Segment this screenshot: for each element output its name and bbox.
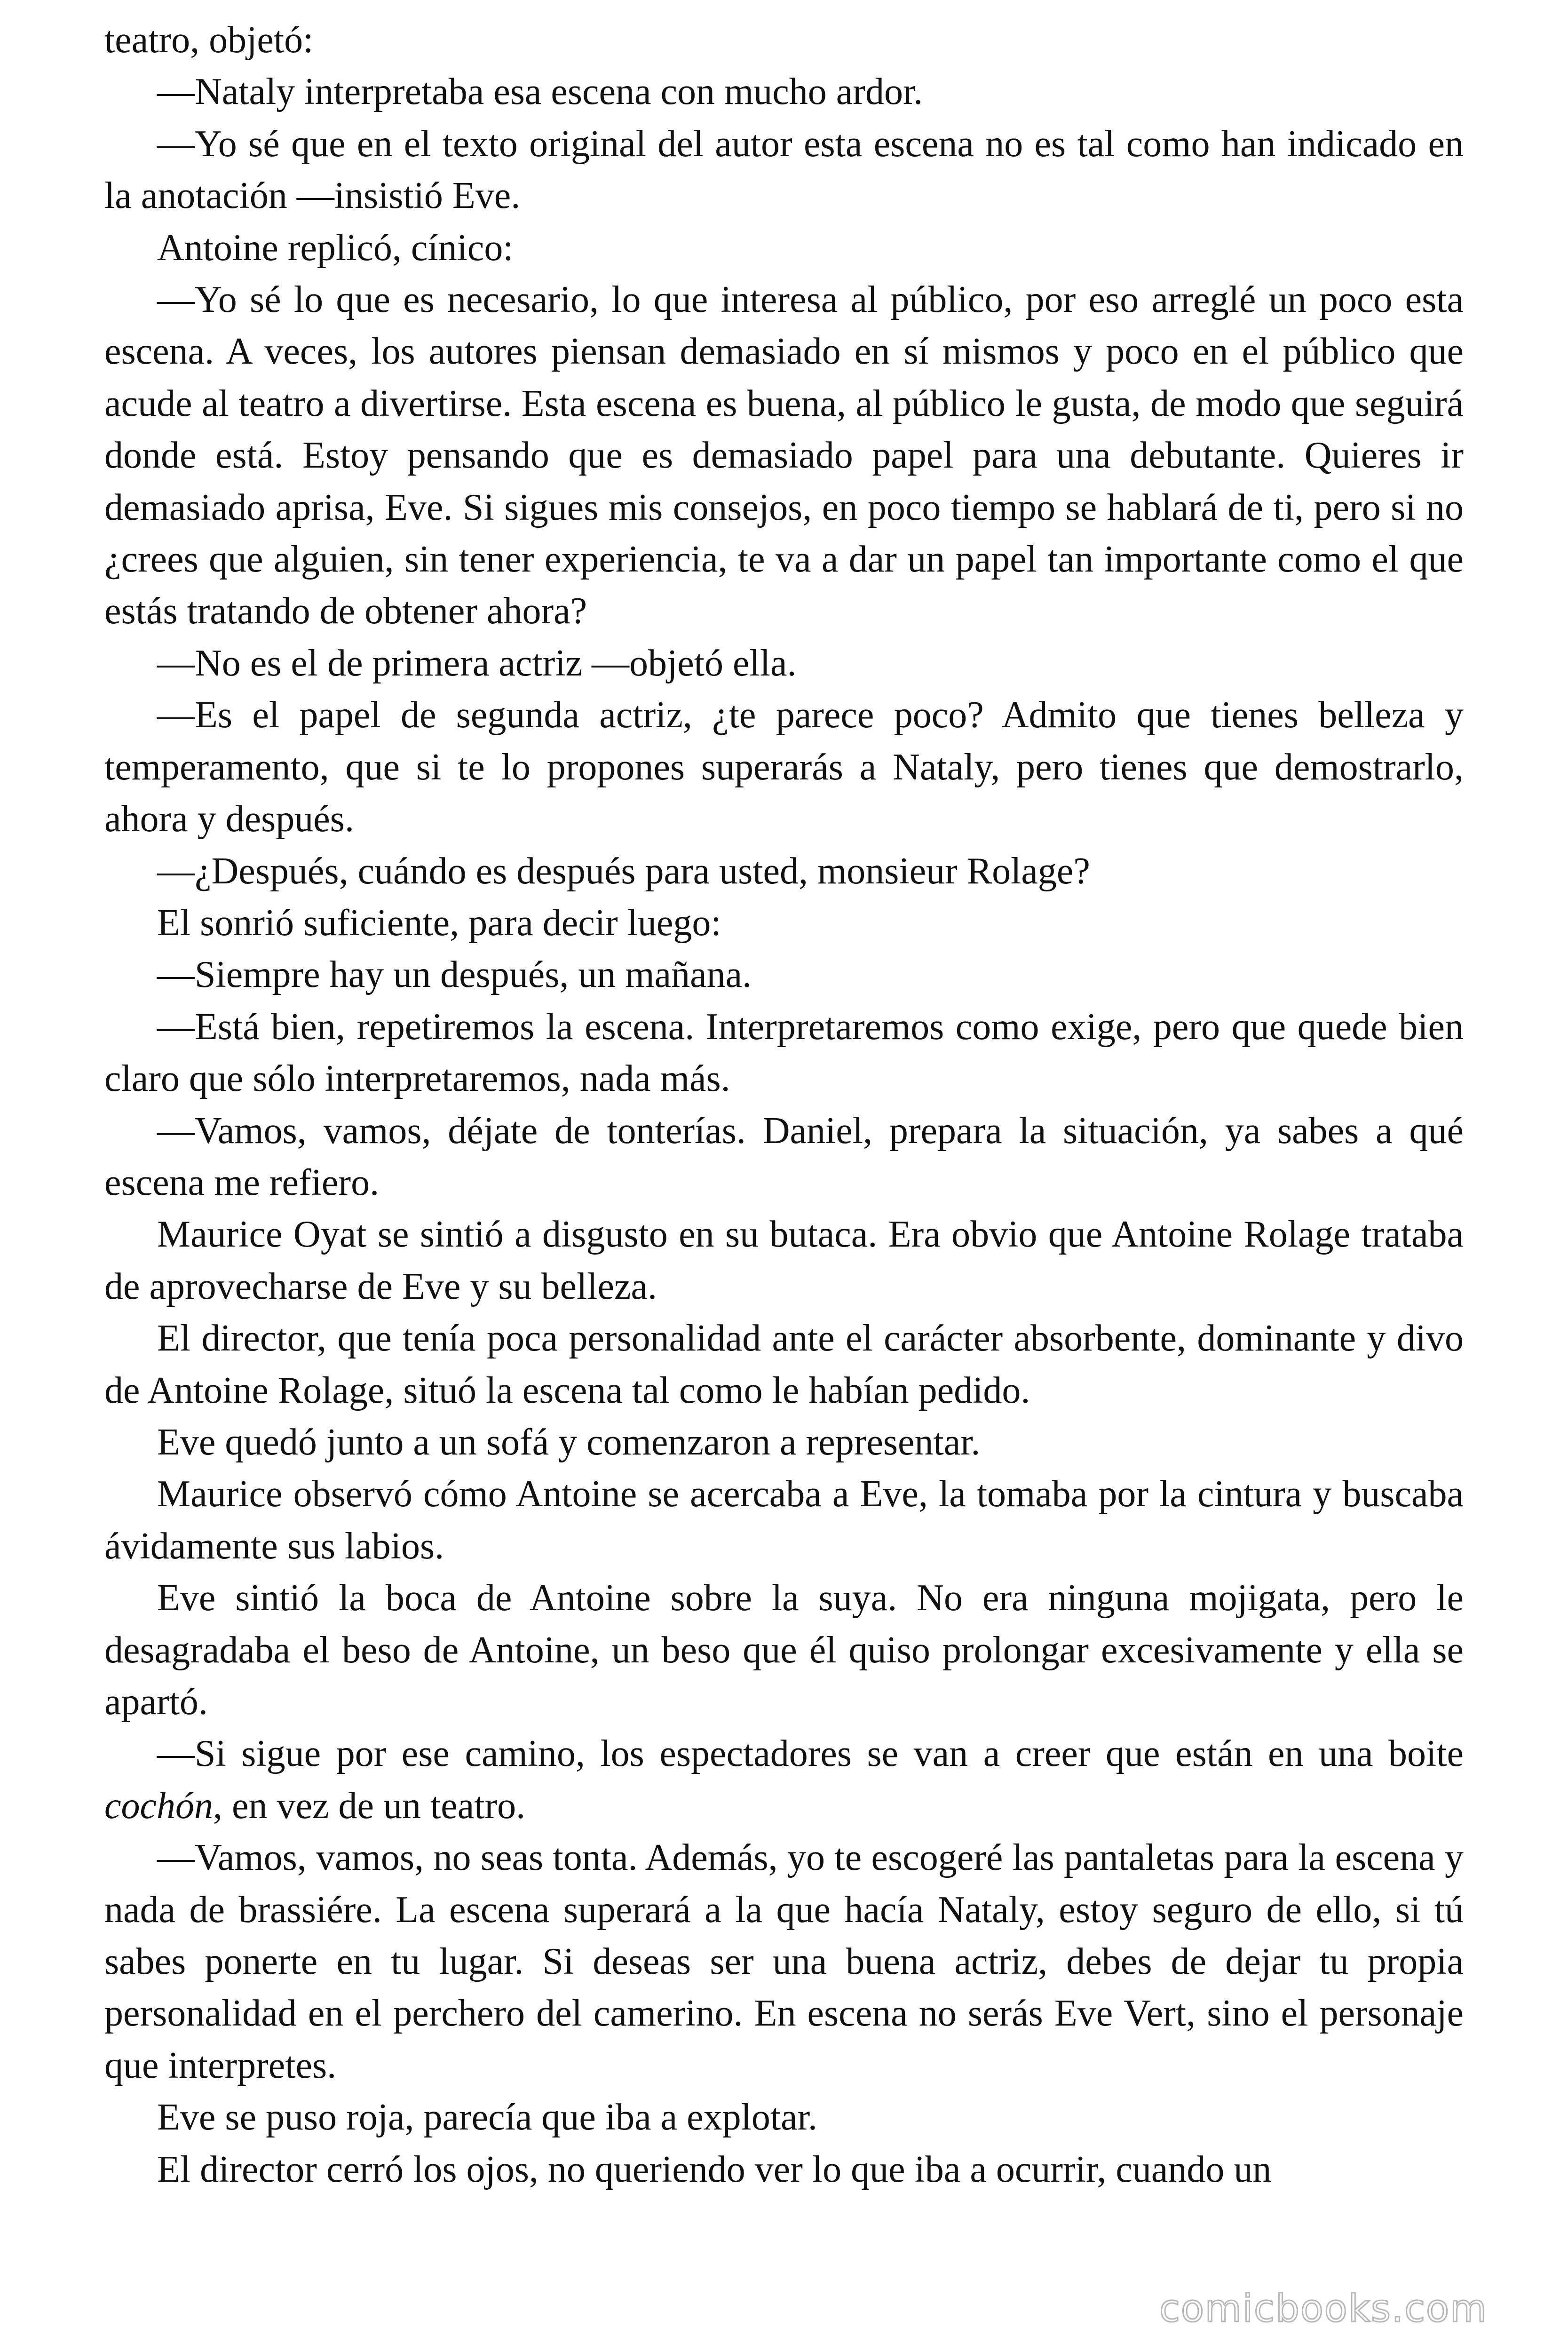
paragraph-text: —Si sigue por ese camino, los espectadores se van a creer que están en una boite bbox=[157, 1733, 1464, 1775]
paragraph: El director, que tenía poca personalidad ante el carácter absorbente, dominante y divo de Antoine Rolage, situó la escena tal como le habían pedido. bbox=[104, 1318, 1464, 1411]
paragraph: —Yo sé que en el texto original del autor esta escena no es tal como han indicado en la anotación —insistió Eve. bbox=[104, 123, 1464, 217]
paragraph: —Siempre hay un después, un mañana. bbox=[157, 954, 752, 996]
italic-word: cochón bbox=[104, 1785, 214, 1827]
watermark-logo: comicbooks.com bbox=[1159, 2287, 1488, 2330]
paragraph: —Es el papel de segunda actriz, ¿te parece poco? Admito que tienes belleza y temperamento, que si te lo propones superarás a Nataly, pero tienes que demostrarlo, ahora y después. bbox=[104, 694, 1464, 840]
paragraph: Eve sintió la boca de Antoine sobre la suya. No era ninguna mojigata, pero le desagradaba el beso de Antoine, un beso que él quiso prolongar excesivamente y ella se apartó. bbox=[104, 1577, 1464, 1723]
paragraph: Maurice Oyat se sintió a disgusto en su butaca. Era obvio que Antoine Rolage trataba de aprovecharse de Eve y su belleza. bbox=[104, 1214, 1464, 1307]
paragraph-text: , en vez de un teatro. bbox=[213, 1785, 526, 1827]
page-body bbox=[104, 14, 1464, 2195]
paragraph: Eve quedó junto a un sofá y comenzaron a representar. bbox=[157, 1421, 981, 1463]
paragraph: teatro, objetó: bbox=[104, 19, 314, 61]
paragraph: —Yo sé lo que es necesario, lo que interesa al público, por eso arreglé un poco esta escena. A veces, los autores piensan demasiado en sí mismos y poco en el público que acude al teatro a divertirse. Esta escena es buena, al público le gusta, de modo que seguirá donde está. Estoy pensando que es demasiado papel para una debutante. Quieres ir demasiado aprisa, Eve. Si sigues mis consejos, en poco tiempo se hablará de ti, pero si no ¿crees que alguien, sin tener experiencia, te va a dar un papel tan importante como el que estás tratando de obtener ahora? bbox=[104, 279, 1464, 632]
paragraph: —Vamos, vamos, no seas tonta. Además, yo te escogeré las pantaletas para la escena y nada de brassiére. La escena superará a la que hacía Nataly, estoy seguro de ello, si tú sabes ponerte en tu lugar. Si deseas ser una buena actriz, debes de dejar tu propia personalidad en el perchero del camerino. En escena no serás Eve Vert, sino el personaje que interpretes. bbox=[104, 1837, 1464, 2086]
paragraph: —Nataly interpretaba esa escena con mucho ardor. bbox=[157, 71, 923, 113]
paragraph: El director cerró los ojos, no queriendo ver lo que iba a ocurrir, cuando un bbox=[157, 2148, 1272, 2190]
paragraph: Eve se puso roja, parecía que iba a explotar. bbox=[157, 2097, 817, 2138]
paragraph: —Vamos, vamos, déjate de tonterías. Daniel, prepara la situación, ya sabes a qué escena me refiero. bbox=[104, 1110, 1464, 1203]
paragraph-with-italic bbox=[104, 1728, 1464, 1832]
paragraph: Maurice observó cómo Antoine se acercaba a Eve, la tomaba por la cintura y buscaba ávidamente sus labios. bbox=[104, 1473, 1464, 1567]
paragraph: —¿Después, cuándo es después para usted, monsieur Rolage? bbox=[157, 850, 1090, 892]
paragraph: Antoine replicó, cínico: bbox=[157, 227, 514, 269]
paragraph: —Está bien, repetiremos la escena. Interpretaremos como exige, pero que quede bien claro que sólo interpretaremos, nada más. bbox=[104, 1006, 1464, 1100]
paragraph: —No es el de primera actriz —objetó ella. bbox=[157, 642, 797, 684]
paragraph: El sonrió suficiente, para decir luego: bbox=[157, 902, 721, 944]
